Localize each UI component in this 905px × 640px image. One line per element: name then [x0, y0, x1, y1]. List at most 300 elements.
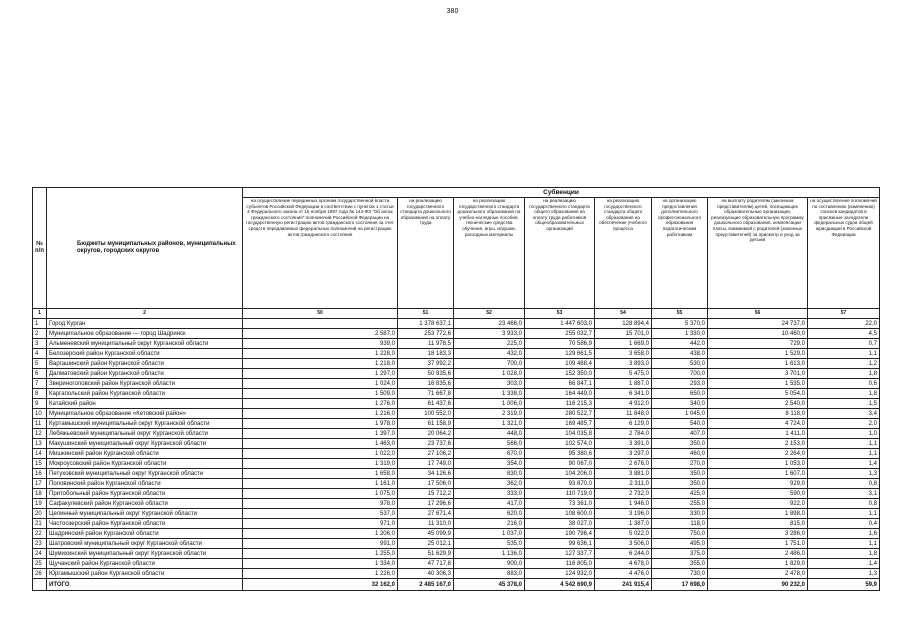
value-cell: 2 540,0 [708, 399, 808, 409]
table-row [33, 559, 880, 569]
value-cell: 104 035,8 [525, 429, 595, 439]
value-cell: 620,0 [454, 509, 525, 519]
total-label: ИТОГО [47, 579, 243, 591]
value-cell: 1 613,0 [708, 359, 808, 369]
value-cell: 730,0 [652, 569, 708, 579]
value-cell: 95 380,6 [525, 449, 595, 459]
table-row [33, 549, 880, 559]
value-cell: 1 330,0 [652, 329, 708, 339]
budget-name: Частоозерский район Курганской области [47, 519, 243, 529]
value-cell: 293,0 [652, 379, 708, 389]
value-cell: 5 475,0 [595, 369, 652, 379]
value-cell: 448,0 [454, 429, 525, 439]
value-cell: 255 032,7 [525, 329, 595, 339]
column-index: 53 [525, 309, 595, 319]
value-cell: 815,0 [708, 519, 808, 529]
value-cell: 128 894,4 [595, 319, 652, 329]
column-index: 57 [808, 309, 880, 319]
value-cell: 4 678,0 [595, 559, 652, 569]
budget-name: Муниципальное образование — город Шадринск [47, 329, 243, 339]
total-value: 32 162,0 [243, 579, 398, 591]
table-row [33, 519, 880, 529]
table-row [33, 409, 880, 419]
header-group-subventions: Субвенции [243, 188, 880, 198]
value-cell: 17 749,0 [398, 459, 454, 469]
row-number: 26 [33, 569, 47, 579]
row-number: 23 [33, 539, 47, 549]
value-cell: 50 835,6 [398, 369, 454, 379]
total-row [33, 579, 880, 591]
value-cell: 102 574,0 [525, 439, 595, 449]
row-number: 20 [33, 509, 47, 519]
value-cell: 333,0 [454, 489, 525, 499]
budget-name: Юргамышский район Курганской области [47, 569, 243, 579]
value-cell: 3 893,0 [595, 359, 652, 369]
column-index: 51 [398, 309, 454, 319]
total-value: 2 485 167,0 [398, 579, 454, 591]
value-cell: 15 712,2 [398, 489, 454, 499]
value-cell: 6 129,0 [595, 419, 652, 429]
value-cell: 407,0 [652, 429, 708, 439]
value-cell: 650,0 [652, 389, 708, 399]
value-cell: 350,0 [652, 439, 708, 449]
value-cell: 34 126,6 [398, 469, 454, 479]
value-cell: 190 796,4 [525, 529, 595, 539]
value-cell: 1,8 [808, 369, 880, 379]
value-cell: 104 206,0 [525, 469, 595, 479]
row-number: 4 [33, 349, 47, 359]
value-cell: 3 196,0 [595, 509, 652, 519]
total-value: 90 232,0 [708, 579, 808, 591]
value-cell: 700,0 [652, 369, 708, 379]
table-row [33, 379, 880, 389]
row-number: 10 [33, 409, 47, 419]
row-number: 13 [33, 439, 47, 449]
table-row [33, 329, 880, 339]
value-cell: 355,0 [652, 559, 708, 569]
value-cell: 1 028,0 [454, 369, 525, 379]
value-cell: 1 946,0 [595, 499, 652, 509]
value-cell: 2 264,0 [708, 449, 808, 459]
value-cell: 1 226,0 [243, 569, 398, 579]
header-row-number: № п/п [33, 188, 47, 309]
budget-name: Половинский район Курганской области [47, 479, 243, 489]
value-cell: 6 244,0 [595, 549, 652, 559]
value-cell: 1,8 [808, 389, 880, 399]
value-cell: 303,0 [454, 379, 525, 389]
value-cell: 1 411,0 [708, 429, 808, 439]
value-cell: 1 276,0 [243, 399, 398, 409]
value-cell: 1,8 [808, 549, 880, 559]
value-cell: 90 067,0 [525, 459, 595, 469]
value-cell: 99 636,1 [525, 539, 595, 549]
value-cell: 17 506,0 [398, 479, 454, 489]
header-budget-name: Бюджеты муниципальных районов, муниципальных округов, городских округов [47, 188, 243, 309]
table-row [33, 449, 880, 459]
table-row [33, 539, 880, 549]
page-number: 380 [446, 8, 459, 15]
value-cell: 1,3 [808, 469, 880, 479]
table-row [33, 469, 880, 479]
value-cell: 51 629,9 [398, 549, 454, 559]
value-cell: 2 676,0 [595, 459, 652, 469]
value-cell: 750,0 [652, 529, 708, 539]
value-cell: 590,0 [708, 489, 808, 499]
value-cell: 438,0 [652, 349, 708, 359]
budget-name: Сафакулевский район Курганской области [47, 499, 243, 509]
value-cell: 5 054,0 [708, 389, 808, 399]
value-cell: 5 022,0 [595, 529, 652, 539]
value-cell: 460,0 [652, 449, 708, 459]
value-cell: 108 600,0 [525, 509, 595, 519]
table-row [33, 569, 880, 579]
row-number: 18 [33, 489, 47, 499]
subheader-col-57: на осуществление полномочий по составлению (изменению) списков кандидатов в присяжные заседатели федеральных судов общей юрисдикции в Российской Федерации [808, 198, 880, 309]
value-cell: 1 006,0 [454, 399, 525, 409]
value-cell: 127 337,7 [525, 549, 595, 559]
value-cell: 670,0 [454, 449, 525, 459]
value-cell: 45 099,9 [398, 529, 454, 539]
budget-name: Звериноголовский район Курганской области [47, 379, 243, 389]
table-row [33, 369, 880, 379]
value-cell: 375,0 [652, 549, 708, 559]
value-cell: 1 338,0 [454, 389, 525, 399]
value-cell: 1,1 [808, 439, 880, 449]
total-number [33, 579, 47, 591]
value-cell: 2 319,0 [454, 409, 525, 419]
total-value: 17 698,0 [652, 579, 708, 591]
value-cell: 24 737,0 [708, 319, 808, 329]
row-number: 5 [33, 359, 47, 369]
budget-name: Петуховский муниципальный округ Курганской области [47, 469, 243, 479]
value-cell: 1 053,0 [708, 459, 808, 469]
value-cell: 10 460,0 [708, 329, 808, 339]
value-cell: 1 075,0 [243, 489, 398, 499]
value-cell: 110 719,0 [525, 489, 595, 499]
value-cell: 22,0 [808, 319, 880, 329]
column-index: 50 [243, 309, 398, 319]
value-cell: 340,0 [652, 399, 708, 409]
value-cell: 38 027,0 [525, 519, 595, 529]
value-cell: 109 488,4 [525, 359, 595, 369]
value-cell: 129 661,5 [525, 349, 595, 359]
value-cell: 1 387,0 [595, 519, 652, 529]
budget-name: Муниципальное образование «Кетовский район» [47, 409, 243, 419]
value-cell: 1 447 603,0 [525, 319, 595, 329]
value-cell: 1 978,0 [243, 419, 398, 429]
value-cell: 1 607,0 [708, 469, 808, 479]
value-cell: 164 449,0 [525, 389, 595, 399]
row-number: 7 [33, 379, 47, 389]
row-number: 11 [33, 419, 47, 429]
value-cell: 2 587,0 [243, 329, 398, 339]
value-cell: 116 805,0 [525, 559, 595, 569]
value-cell: 1,1 [808, 509, 880, 519]
value-cell: 3 286,0 [708, 529, 808, 539]
value-cell: 169 485,7 [525, 419, 595, 429]
value-cell: 1 509,0 [243, 389, 398, 399]
value-cell: 2 153,0 [708, 439, 808, 449]
value-cell: 15 701,0 [595, 329, 652, 339]
row-number: 12 [33, 429, 47, 439]
value-cell: 2 486,0 [708, 549, 808, 559]
budget-name: Город Курган [47, 319, 243, 329]
budget-name: Варгашинский район Курганской области [47, 359, 243, 369]
budget-name: Шадринский район Курганской области [47, 529, 243, 539]
value-cell [243, 319, 398, 329]
value-cell: 1 218,0 [243, 359, 398, 369]
table-row [33, 439, 880, 449]
value-cell: 1,4 [808, 459, 880, 469]
table-row [33, 429, 880, 439]
value-cell: 929,0 [708, 479, 808, 489]
value-cell: 270,0 [652, 459, 708, 469]
value-cell: 1 228,0 [243, 349, 398, 359]
value-cell: 1 206,0 [243, 529, 398, 539]
value-cell: 354,0 [454, 459, 525, 469]
table-row [33, 349, 880, 359]
value-cell: 2,0 [808, 419, 880, 429]
table-row [33, 399, 880, 409]
value-cell: 11 310,0 [398, 519, 454, 529]
value-cell: 6 341,0 [595, 389, 652, 399]
value-cell: 17 296,6 [398, 499, 454, 509]
value-cell: 1 334,0 [243, 559, 398, 569]
row-number: 14 [33, 449, 47, 459]
row-number: 25 [33, 559, 47, 569]
budget-name: Макушинский муниципальный округ Курганской области [47, 439, 243, 449]
total-value: 241 915,4 [595, 579, 652, 591]
value-cell: 216,0 [454, 519, 525, 529]
value-cell: 66 847,1 [525, 379, 595, 389]
value-cell: 442,0 [652, 339, 708, 349]
value-cell: 1 022,0 [243, 449, 398, 459]
row-number: 24 [33, 549, 47, 559]
value-cell: 1 255,0 [243, 549, 398, 559]
value-cell: 1,4 [808, 559, 880, 569]
budget-name: Целинный муниципальный округ Курганской области [47, 509, 243, 519]
value-cell: 11 978,5 [398, 339, 454, 349]
row-number: 3 [33, 339, 47, 349]
subheader-col-50: на осуществление переданных органам государственной власти субъектов Российской Федерации в соответствии с пунктом 1 статьи 4 Федерального закона от 15 ноября 1997 года № 143-ФЗ "Об актах гражданского состояния" полномочий Российской Федерации на государственную регистрацию актов гражданского состояния за счет средств передаваемых федеральных полномочий на регистрацию актов гражданского состояния [243, 198, 398, 309]
value-cell: 255,0 [652, 499, 708, 509]
value-cell: 2 311,0 [595, 479, 652, 489]
subheader-col-56: на выплату родителям (законным представителям) детей, посещающих образовательные организации, реализующие образовательную программу дошкольного образования, компенсации платы, взимаемой с родителей (законных представителей) за присмотр и уход за детьми [708, 198, 808, 309]
value-cell: 1 216,0 [243, 409, 398, 419]
row-number: 9 [33, 399, 47, 409]
budget-name: Куртамышский муниципальный округ Курганской области [47, 419, 243, 429]
value-cell: 350,0 [652, 479, 708, 489]
value-cell: 1 024,0 [243, 379, 398, 389]
value-cell: 73 361,0 [525, 499, 595, 509]
value-cell: 537,0 [243, 509, 398, 519]
value-cell: 40 306,3 [398, 569, 454, 579]
value-cell: 883,0 [454, 569, 525, 579]
value-cell: 4 476,0 [595, 569, 652, 579]
row-number: 16 [33, 469, 47, 479]
value-cell: 1 751,0 [708, 539, 808, 549]
value-cell: 1 045,0 [652, 409, 708, 419]
value-cell: 1 397,0 [243, 429, 398, 439]
total-value: 4 542 690,9 [525, 579, 595, 591]
table-row [33, 339, 880, 349]
value-cell: 25 012,1 [398, 539, 454, 549]
budget-name: Альменевский муниципальный округ Курганской области [47, 339, 243, 349]
value-cell: 729,0 [708, 339, 808, 349]
value-cell: 1 136,0 [454, 549, 525, 559]
value-cell: 922,0 [708, 499, 808, 509]
budget-name: Щучанский район Курганской области [47, 559, 243, 569]
value-cell: 530,0 [652, 359, 708, 369]
subheader-col-53: на реализацию государственного стандарта общего образования на оплату труда работников общеобразовательных организаций [525, 198, 595, 309]
subventions-table [32, 187, 880, 591]
value-cell: 540,0 [652, 419, 708, 429]
value-cell: 1 898,0 [708, 509, 808, 519]
value-cell: 16 835,6 [398, 379, 454, 389]
value-cell: 1,3 [808, 569, 880, 579]
column-index: 52 [454, 309, 525, 319]
value-cell: 1 378 637,1 [398, 319, 454, 329]
value-cell: 1,6 [808, 529, 880, 539]
budget-name: Шатровский муниципальный округ Курганской области [47, 539, 243, 549]
value-cell: 0,7 [808, 339, 880, 349]
budget-name: Каргапольский район Курганской области [47, 389, 243, 399]
value-cell: 118,0 [652, 519, 708, 529]
table-row [33, 319, 880, 329]
value-cell: 1 669,0 [595, 339, 652, 349]
value-cell: 939,0 [243, 339, 398, 349]
table-row [33, 459, 880, 469]
value-cell: 1 535,0 [708, 379, 808, 389]
value-cell: 280 522,7 [525, 409, 595, 419]
value-cell: 978,0 [243, 499, 398, 509]
value-cell: 27 671,4 [398, 509, 454, 519]
value-cell: 71 667,8 [398, 389, 454, 399]
column-index: 55 [652, 309, 708, 319]
value-cell: 47 717,8 [398, 559, 454, 569]
value-cell: 2 478,0 [708, 569, 808, 579]
table-row [33, 419, 880, 429]
subheader-col-54: на реализацию государственного стандарта общего образования на обеспечение учебного процесса [595, 198, 652, 309]
value-cell: 4 912,0 [595, 399, 652, 409]
value-cell: 20 064,2 [398, 429, 454, 439]
total-value: 45 378,0 [454, 579, 525, 591]
table-row [33, 489, 880, 499]
value-cell: 0,4 [808, 519, 880, 529]
subheader-col-55: на организацию предоставления дополнительного профессионального образования педагогическим работникам [652, 198, 708, 309]
value-cell: 1 321,0 [454, 419, 525, 429]
value-cell: 2 732,0 [595, 489, 652, 499]
column-index: 1 [33, 309, 47, 319]
value-cell: 61 437,6 [398, 399, 454, 409]
row-number: 19 [33, 499, 47, 509]
subheader-col-52: на реализацию государственного стандарта дошкольного образования на учебно-наглядные пособия, технические средства обучения, игры, игрушки, расходные материалы [454, 198, 525, 309]
value-cell: 11 848,0 [595, 409, 652, 419]
subheader-col-51: на реализацию государственного стандарта дошкольного образования на оплату труда [398, 198, 454, 309]
value-cell: 152 350,0 [525, 369, 595, 379]
value-cell: 0,8 [808, 479, 880, 489]
row-number: 6 [33, 369, 47, 379]
value-cell: 991,0 [243, 539, 398, 549]
value-cell: 1,0 [808, 429, 880, 439]
value-cell: 23 737,6 [398, 439, 454, 449]
table-row [33, 389, 880, 399]
budget-name: Притобольный район Курганской области [47, 489, 243, 499]
value-cell: 330,0 [652, 509, 708, 519]
value-cell: 432,0 [454, 349, 525, 359]
table-row [33, 529, 880, 539]
table-row [33, 499, 880, 509]
budget-name: Белозерский район Курганской области [47, 349, 243, 359]
value-cell: 3,1 [808, 489, 880, 499]
value-cell: 1 037,0 [454, 529, 525, 539]
budget-name: Далматовский район Курганской области [47, 369, 243, 379]
value-cell: 3,4 [808, 409, 880, 419]
column-index: 54 [595, 309, 652, 319]
value-cell: 4 724,0 [708, 419, 808, 429]
value-cell: 4,5 [808, 329, 880, 339]
value-cell: 3 391,0 [595, 439, 652, 449]
table-row [33, 509, 880, 519]
budget-name: Катайский район [47, 399, 243, 409]
value-cell: 0,8 [808, 499, 880, 509]
value-cell: 100 552,0 [398, 409, 454, 419]
value-cell: 1 319,0 [243, 459, 398, 469]
value-cell: 700,0 [454, 359, 525, 369]
value-cell: 900,0 [454, 559, 525, 569]
column-index: 56 [708, 309, 808, 319]
value-cell: 3 297,0 [595, 449, 652, 459]
value-cell: 61 158,9 [398, 419, 454, 429]
value-cell: 3 933,0 [454, 329, 525, 339]
row-number: 2 [33, 329, 47, 339]
value-cell: 0,6 [808, 379, 880, 389]
value-cell: 1,1 [808, 449, 880, 459]
value-cell: 425,0 [652, 489, 708, 499]
value-cell: 535,0 [454, 539, 525, 549]
budget-name: Мокроусовский район Курганской области [47, 459, 243, 469]
value-cell: 1 463,0 [243, 439, 398, 449]
value-cell: 23 466,0 [454, 319, 525, 329]
value-cell: 417,0 [454, 499, 525, 509]
value-cell: 1 529,0 [708, 349, 808, 359]
row-number: 17 [33, 479, 47, 489]
value-cell: 971,0 [243, 519, 398, 529]
table-header [33, 188, 880, 319]
value-cell: 27 106,2 [398, 449, 454, 459]
value-cell: 37 992,2 [398, 359, 454, 369]
value-cell: 18 183,3 [398, 349, 454, 359]
value-cell: 5 370,0 [652, 319, 708, 329]
value-cell: 3 506,0 [595, 539, 652, 549]
value-cell: 3 881,0 [595, 469, 652, 479]
budget-name: Мишкинский район Курганской области [47, 449, 243, 459]
value-cell: 1 887,0 [595, 379, 652, 389]
value-cell: 1 161,0 [243, 479, 398, 489]
value-cell: 253 772,6 [398, 329, 454, 339]
total-value: 59,9 [808, 579, 880, 591]
value-cell: 3 658,0 [595, 349, 652, 359]
value-cell: 1,1 [808, 349, 880, 359]
value-cell: 124 932,0 [525, 569, 595, 579]
value-cell: 1,1 [808, 539, 880, 549]
value-cell: 2 784,0 [595, 429, 652, 439]
value-cell: 3 701,0 [708, 369, 808, 379]
budget-name: Лебяжьевский муниципальный округ Курганской области [47, 429, 243, 439]
row-number: 22 [33, 529, 47, 539]
value-cell: 1,5 [808, 399, 880, 409]
row-number: 1 [33, 319, 47, 329]
